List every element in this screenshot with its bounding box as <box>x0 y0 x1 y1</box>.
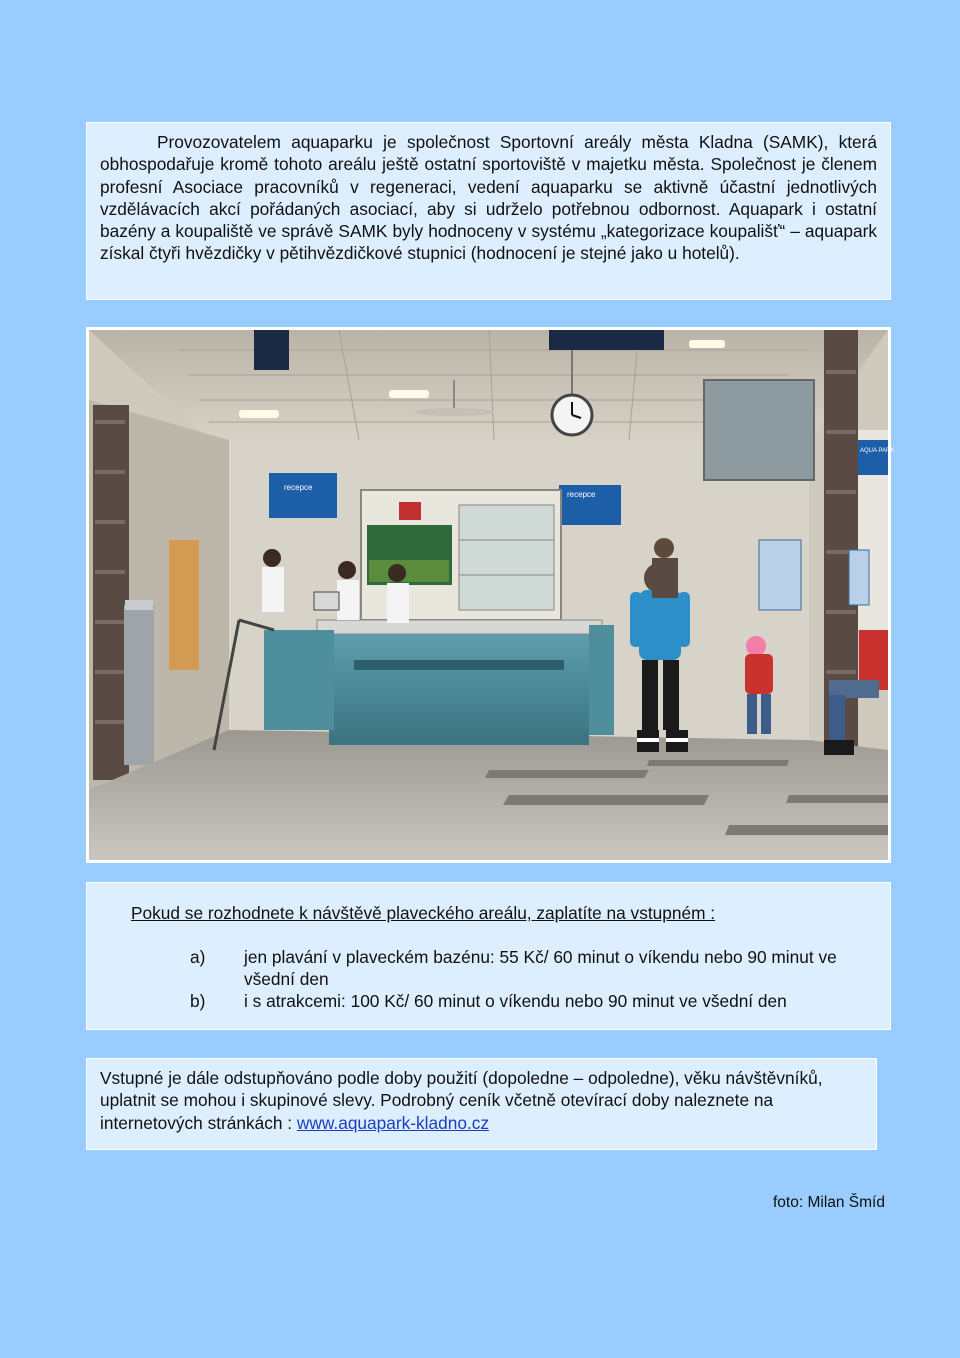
info-box <box>86 1058 877 1150</box>
aquapark-reception-illustration <box>89 330 895 860</box>
aquapark-website-link[interactable]: www.aquapark-kladno.cz <box>296 1112 490 1133</box>
aquapark-sign: AQUA PARK <box>860 448 895 454</box>
price-box <box>86 882 891 1030</box>
price-heading: Pokud se rozhodnete k návštěvě plaveckého areálu, zaplatíte na vstupném : <box>131 903 716 923</box>
intro-paragraph: Provozovatelem aquaparku je společnost Sportovní areály města Kladna (SAMK), která obhospodařuje kromě tohoto areálu ještě ostatní sportoviště v majetku města. Společnost je členem profesní Asociace pracovníků v regeneraci, vedení aquaparku se aktivně účastní jednotlivých vzdělávacích akcí pořádaných asociací, aby si udrželo potřebnou odbornost. Aquapark i ostatní bazény a koupaliště ve správě SAMK byly hodnoceny v systému „kategorizace koupališť“ – aquapark získal čtyři hvězdičky v pětihvězdičkové stupnici (hodnocení je stejné jako u hotelů). <box>100 132 877 264</box>
recepce-sign-left: recepce <box>284 483 313 492</box>
intro-box <box>86 122 891 300</box>
price-item-text: i s atrakcemi: 100 Kč/ 60 minut o víkendu nebo 90 minut ve všední den <box>244 991 787 1011</box>
price-item-marker: a) <box>190 947 206 967</box>
photo-credit: foto: Milan Šmíd <box>773 1194 885 1211</box>
price-item-text: jen plavání v plaveckém bazénu: 55 Kč/ 60 minut o víkendu nebo 90 minut ve všední den <box>244 947 837 990</box>
recepce-sign-right: recepce <box>567 490 596 499</box>
reception-photo <box>86 327 895 863</box>
info-text: Vstupné je dále odstupňováno podle doby použití (dopoledne – odpoledne), věku návštěvníků, uplatnit se mohou i skupinové slevy. Podrobný ceník včetně otevírací doby naleznete na internetových stránkách : <box>100 1068 823 1133</box>
price-item-marker: b) <box>190 991 206 1011</box>
info-paragraph <box>100 1067 863 1134</box>
